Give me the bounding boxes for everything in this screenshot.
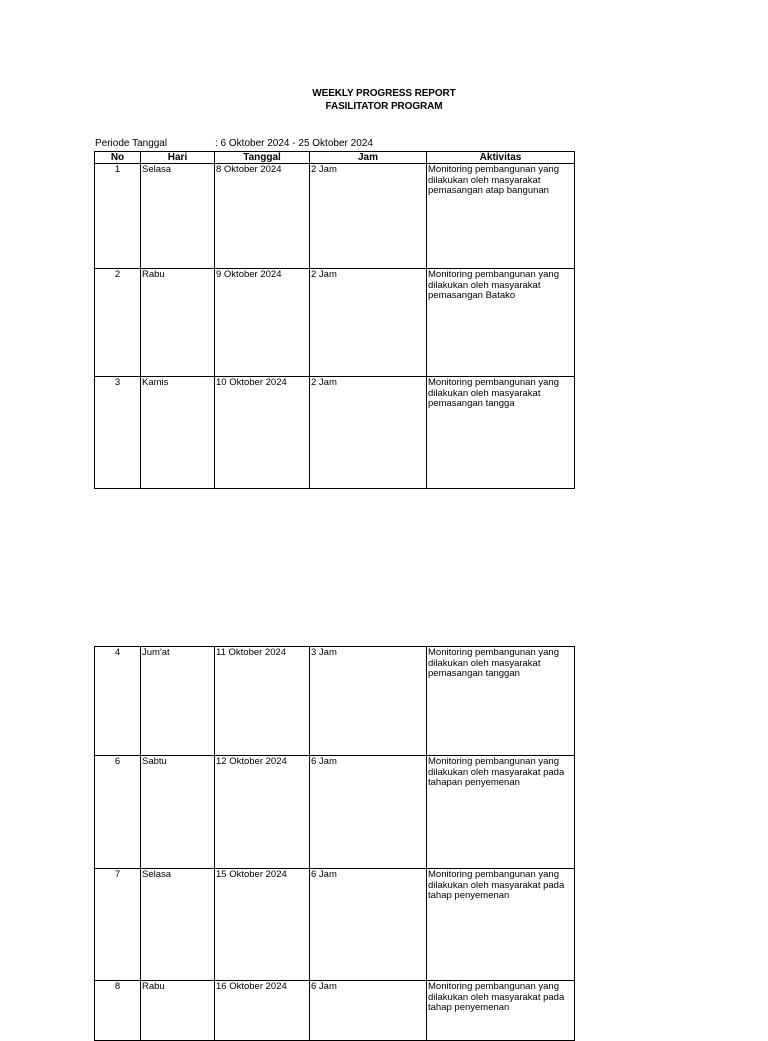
column-header-no: No	[95, 152, 141, 164]
cell-aktivitas: Monitoring pembangunan yang dilakukan oleh masyarakat pemasangan tangga	[427, 377, 575, 489]
cell-tanggal: 9 Oktober 2024	[215, 269, 310, 377]
table-row	[95, 377, 575, 489]
cell-no: 2	[95, 269, 141, 377]
report-title: WEEKLY PROGRESS REPORT	[312, 88, 456, 99]
cell-tanggal: 8 Oktober 2024	[215, 164, 310, 269]
cell-jam: 3 Jam	[310, 647, 427, 756]
cell-aktivitas: Monitoring pembangunan yang dilakukan oleh masyarakat pemasangan tanggan	[427, 647, 575, 756]
column-header-tanggal: Tanggal	[215, 152, 310, 164]
table-row	[95, 647, 575, 756]
column-header-hari: Hari	[141, 152, 215, 164]
report-table-page1	[94, 151, 575, 489]
period-label: Periode Tanggal	[95, 138, 168, 149]
cell-tanggal: 12 Oktober 2024	[215, 756, 310, 869]
cell-no: 1	[95, 164, 141, 269]
table-row	[95, 869, 575, 981]
cell-aktivitas: Monitoring pembangunan yang dilakukan oleh masyarakat pemasangan atap bangunan	[427, 164, 575, 269]
report-table-page2	[94, 646, 575, 1041]
table-header-row	[95, 152, 575, 164]
cell-jam: 2 Jam	[310, 269, 427, 377]
cell-tanggal: 11 Oktober 2024	[215, 647, 310, 756]
cell-jam: 2 Jam	[310, 377, 427, 489]
cell-tanggal: 15 Oktober 2024	[215, 869, 310, 981]
cell-no: 4	[95, 647, 141, 756]
cell-hari: Rabu	[141, 981, 215, 1041]
cell-jam: 6 Jam	[310, 756, 427, 869]
column-header-jam: Jam	[310, 152, 427, 164]
cell-hari: Rabu	[141, 269, 215, 377]
cell-aktivitas: Monitoring pembangunan yang dilakukan oleh masyarakat pada tahapan penyemenan	[427, 756, 575, 869]
cell-jam: 6 Jam	[310, 869, 427, 981]
period-value: : 6 Oktober 2024 - 25 Oktober 2024	[215, 138, 373, 149]
cell-hari: Selasa	[141, 164, 215, 269]
cell-no: 7	[95, 869, 141, 981]
cell-hari: Sabtu	[141, 756, 215, 869]
column-header-aktivitas: Aktivitas	[427, 152, 575, 164]
cell-jam: 2 Jam	[310, 164, 427, 269]
cell-hari: Selasa	[141, 869, 215, 981]
cell-aktivitas: Monitoring pembangunan yang dilakukan oleh masyarakat pada tahap penyemenan	[427, 869, 575, 981]
cell-jam: 6 Jam	[310, 981, 427, 1041]
cell-tanggal: 16 Oktober 2024	[215, 981, 310, 1041]
cell-hari: Jum'at	[141, 647, 215, 756]
table-row	[95, 756, 575, 869]
table-row	[95, 164, 575, 269]
cell-aktivitas: Monitoring pembangunan yang dilakukan oleh masyarakat pemasangan Batako	[427, 269, 575, 377]
report-subtitle: FASILITATOR PROGRAM	[325, 101, 443, 112]
cell-no: 3	[95, 377, 141, 489]
cell-aktivitas: Monitoring pembangunan yang dilakukan oleh masyarakat pada tahap penyemenan	[427, 981, 575, 1041]
cell-hari: Kamis	[141, 377, 215, 489]
cell-no: 8	[95, 981, 141, 1041]
table-row	[95, 269, 575, 377]
cell-no: 6	[95, 756, 141, 869]
cell-tanggal: 10 Oktober 2024	[215, 377, 310, 489]
table-row	[95, 981, 575, 1041]
